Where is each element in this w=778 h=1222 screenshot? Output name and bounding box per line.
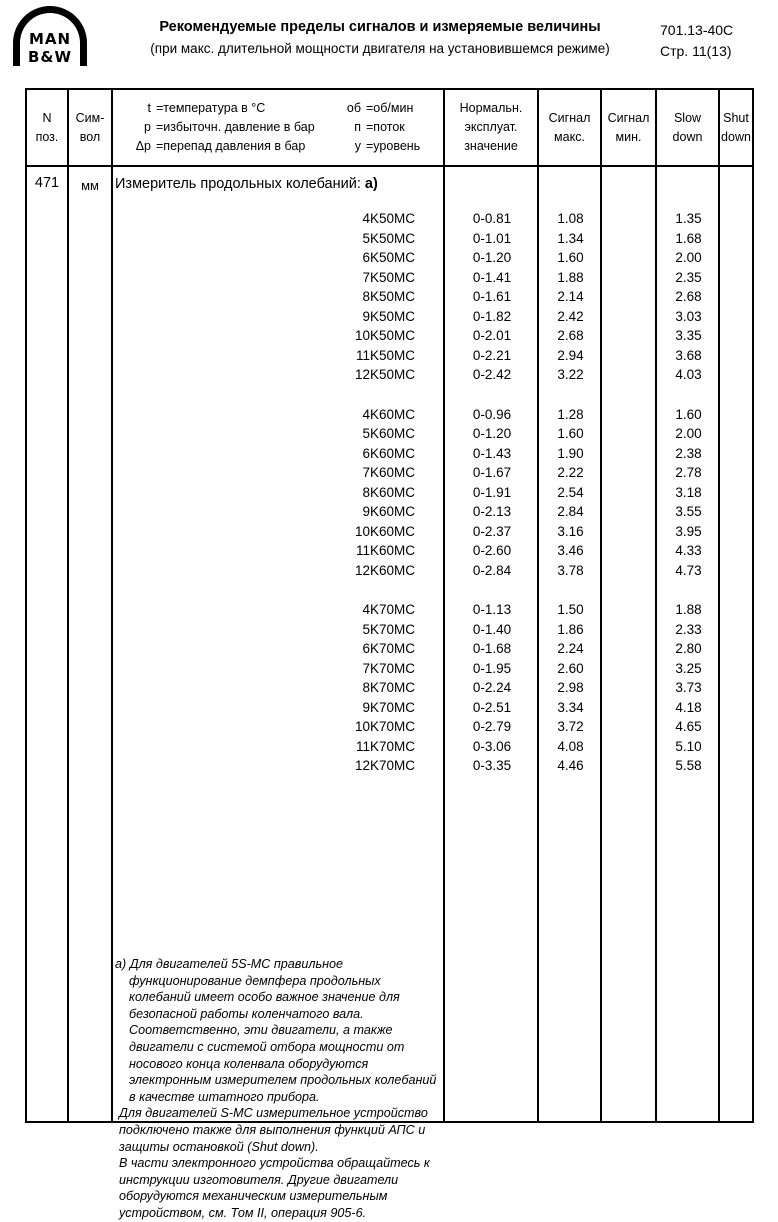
table-row — [27, 698, 752, 718]
cell-normal-value: 0-1.40 — [472, 621, 512, 637]
cell-signal-max: 1.34 — [557, 230, 584, 246]
table-row — [27, 365, 752, 385]
cell-signal-max: 4.46 — [557, 758, 584, 773]
cell-slow-down: 3.25 — [675, 660, 702, 676]
legend-row — [125, 137, 441, 156]
cell-signal-max: 2.24 — [557, 641, 584, 656]
header-cell-normal-value — [445, 90, 537, 165]
table-row — [27, 326, 752, 346]
cell-slow-down: 1.68 — [675, 230, 702, 246]
header-cell-slow-down — [657, 90, 718, 165]
cell-engine-model: 10K50MC — [354, 328, 415, 343]
cell-signal-max: 3.72 — [557, 719, 584, 734]
cell-normal-value: 0-2.42 — [472, 367, 512, 382]
cell-engine-model: 7K60MC — [362, 465, 415, 480]
cell-signal-max: 3.46 — [557, 543, 584, 558]
cell-normal-value: 0-1.91 — [472, 484, 512, 500]
cell-engine-model: 8K60MC — [362, 484, 415, 500]
header-shut-down-line1: Shut — [723, 110, 749, 125]
cell-engine-model: 6K60MC — [362, 445, 415, 461]
cell-engine-model: 9K60MC — [362, 504, 415, 519]
header-symbol-line2: вол — [79, 129, 101, 144]
header-symbol-line1: Сим- — [75, 110, 105, 125]
cell-engine-model: 7K50MC — [362, 269, 415, 285]
cell-signal-max: 2.84 — [557, 504, 584, 519]
table-row — [27, 620, 752, 640]
cell-slow-down: 3.73 — [675, 680, 702, 695]
cell-slow-down: 2.00 — [675, 426, 702, 441]
footnote-paragraph-1: a) Для двигателей 5S-MC правильное функционирование демпфера продольных колебаний имеет особо важное значение для безопасной работы коленчатого вала. Соответственно, эти двигатели, а также двигатели с системой отбора мощности от носового конца коленвала оборудуются электронным измерителем продольных колебаний в качестве штатного прибора. — [115, 957, 437, 1104]
legend-symbol-delta-pressure: Δp — [135, 139, 151, 153]
table-row — [27, 463, 752, 483]
cell-engine-model: 12K50MC — [354, 367, 415, 382]
cell-slow-down: 2.68 — [675, 289, 702, 304]
cell-signal-max: 1.28 — [557, 406, 584, 422]
cell-normal-value: 0-1.41 — [472, 269, 512, 285]
header-slow-down-line2: down — [672, 129, 703, 144]
cell-signal-max: 2.14 — [557, 289, 584, 304]
footnote-paragraph-2: Для двигателей S-MC измерительное устройство подключено также для выполнения функций АПС и защиты остановкой (Shut down). — [119, 1106, 428, 1154]
cell-normal-value: 0-2.37 — [472, 523, 512, 539]
cell-engine-model: 9K70MC — [362, 699, 415, 715]
header-slow-down-line1: Slow — [673, 110, 702, 125]
cell-normal-value: 0-3.06 — [472, 738, 512, 754]
legend-row — [125, 99, 441, 118]
legend-definition-flow: =поток — [366, 120, 405, 134]
header-signal-min-line1: Сигнал — [607, 110, 650, 125]
header-signal-max-line1: Сигнал — [548, 110, 591, 125]
cell-signal-max: 1.50 — [557, 602, 584, 617]
cell-signal-max: 1.60 — [557, 250, 584, 265]
cell-signal-max: 1.60 — [557, 426, 584, 441]
logo-text-bw: B&W — [27, 48, 73, 66]
cell-engine-model: 6K50MC — [362, 250, 415, 265]
cell-engine-model: 10K60MC — [354, 523, 415, 539]
table-body — [27, 167, 752, 1220]
cell-slow-down: 3.35 — [675, 328, 702, 343]
cell-signal-max: 1.88 — [557, 269, 584, 285]
cell-normal-value: 0-1.82 — [472, 308, 512, 324]
header-cell-legend — [125, 90, 441, 165]
cell-signal-max: 2.60 — [557, 660, 584, 676]
man-bw-logo — [11, 6, 89, 68]
cell-engine-model: 4K50MC — [362, 211, 415, 226]
cell-normal-value: 0-2.21 — [472, 347, 512, 363]
cell-slow-down: 2.35 — [675, 269, 702, 285]
table-row — [27, 756, 752, 776]
table-row — [27, 346, 752, 366]
cell-slow-down: 4.65 — [675, 719, 702, 734]
table-row — [27, 737, 752, 757]
table-row — [27, 678, 752, 698]
table-row — [27, 444, 752, 464]
cell-slow-down: 4.18 — [675, 699, 702, 715]
cell-normal-value: 0-1.20 — [472, 426, 512, 441]
cell-normal-value: 0-1.13 — [472, 602, 512, 617]
cell-slow-down: 1.60 — [675, 406, 702, 422]
table-row — [27, 522, 752, 542]
cell-engine-model: 6K70MC — [362, 641, 415, 656]
cell-signal-max: 2.42 — [557, 308, 584, 324]
table-row — [27, 502, 752, 522]
table-row — [27, 541, 752, 561]
header-normal-line3: значение — [464, 139, 518, 153]
cell-normal-value: 0-2.84 — [472, 562, 512, 578]
cell-engine-model: 9K50MC — [362, 308, 415, 324]
header-cell-signal-max — [539, 90, 600, 165]
cell-slow-down: 5.10 — [675, 738, 702, 754]
footnote-paragraph-3: В части электронного устройства обращайтесь к инструкции изготовителя. Другие двигатели оборудуются механическим измерительным устройством, см. Том II, операция 905-6. — [119, 1156, 430, 1220]
cell-slow-down: 4.03 — [675, 367, 702, 382]
cell-signal-max: 1.08 — [557, 211, 584, 226]
cell-engine-model: 12K60MC — [354, 562, 415, 578]
cell-signal-max: 3.22 — [557, 367, 584, 382]
cell-engine-model: 5K50MC — [362, 230, 415, 246]
cell-engine-model: 8K50MC — [362, 289, 415, 304]
cell-engine-model: 5K70MC — [362, 621, 415, 637]
table-row — [27, 483, 752, 503]
cell-normal-value: 0-1.20 — [472, 250, 512, 265]
cell-normal-value: 0-2.51 — [472, 699, 512, 715]
legend-definition-temperature: =температура в °C — [156, 101, 266, 115]
header-cell-signal-min — [602, 90, 655, 165]
cell-slow-down: 5.58 — [675, 758, 702, 773]
cell-slow-down: 3.18 — [675, 484, 702, 500]
table-row — [27, 229, 752, 249]
cell-normal-value: 0-1.61 — [472, 289, 512, 304]
table-row — [27, 717, 752, 737]
cell-slow-down: 3.55 — [675, 504, 702, 519]
cell-normal-value: 0-2.60 — [472, 543, 512, 558]
legend-definition-pressure: =избыточн. давление в бар — [156, 120, 315, 134]
cell-signal-max: 2.98 — [557, 680, 584, 695]
table-row — [27, 600, 752, 620]
header-signal-max-line2: макс. — [554, 129, 585, 144]
cell-normal-value: 0-0.81 — [472, 211, 512, 226]
legend-symbol-temperature: t — [147, 101, 151, 115]
cell-slow-down: 1.88 — [675, 602, 702, 617]
entry-position-number: 471 — [34, 175, 60, 191]
table-row — [27, 639, 752, 659]
legend-symbol-rpm: об — [346, 101, 361, 115]
header-normal-line2: эксплуат. — [464, 120, 518, 134]
cell-normal-value: 0-2.13 — [472, 504, 512, 519]
document-reference-block — [660, 20, 775, 62]
cell-signal-max: 1.86 — [557, 621, 584, 637]
legend-definition-delta-pressure: =перепад давления в бар — [156, 139, 306, 153]
document-code: 701.13-40C — [660, 22, 734, 38]
table-row — [27, 209, 752, 229]
entry-title-footnote-marker: a) — [364, 176, 378, 192]
table-row — [27, 248, 752, 268]
cell-normal-value: 0-2.01 — [472, 328, 512, 343]
legend-definition-level: =уровень — [366, 139, 421, 153]
cell-engine-model: 5K60MC — [362, 426, 415, 441]
cell-slow-down: 2.78 — [675, 465, 702, 480]
page-reference: Стр. 11(13) — [660, 43, 732, 59]
cell-slow-down: 4.33 — [675, 543, 702, 558]
header-cell-position — [27, 90, 67, 165]
cell-engine-model: 10K70MC — [354, 719, 415, 734]
cell-signal-max: 2.54 — [557, 484, 584, 500]
header-signal-min-line2: мин. — [615, 129, 642, 144]
legend-row — [125, 118, 441, 137]
cell-slow-down: 3.03 — [675, 308, 702, 324]
header-normal-line1: Нормальн. — [459, 101, 523, 115]
cell-slow-down: 2.38 — [675, 445, 702, 461]
cell-normal-value: 0-1.67 — [472, 465, 512, 480]
cell-signal-max: 4.08 — [557, 738, 584, 754]
header-cell-symbol — [69, 90, 111, 165]
page-title-block — [100, 18, 660, 58]
cell-slow-down: 2.33 — [675, 621, 702, 637]
cell-slow-down: 4.73 — [675, 562, 702, 578]
table-row — [27, 405, 752, 425]
cell-engine-model: 7K70MC — [362, 660, 415, 676]
cell-engine-model: 8K70MC — [362, 680, 415, 695]
entry-unit-symbol: мм — [81, 178, 99, 193]
cell-signal-max: 2.94 — [557, 347, 584, 363]
table-row — [27, 307, 752, 327]
table-row — [27, 287, 752, 307]
entry-title-text: Измеритель продольных колебаний: — [115, 176, 361, 192]
header-position-line2: поз. — [35, 129, 59, 144]
entry-title — [115, 175, 378, 194]
cell-engine-model: 11K70MC — [355, 738, 415, 754]
cell-slow-down: 3.95 — [675, 523, 702, 539]
cell-signal-max: 2.68 — [557, 328, 584, 343]
page-title: Рекомендуемые пределы сигналов и измеряемые величины — [159, 19, 601, 35]
signal-limits-table — [25, 88, 754, 1220]
cell-engine-model: 4K60MC — [362, 406, 415, 422]
cell-engine-model: 12K70MC — [354, 758, 415, 773]
cell-normal-value: 0-3.35 — [472, 758, 512, 773]
table-row — [27, 424, 752, 444]
cell-signal-max: 2.22 — [557, 465, 584, 480]
table-row — [27, 659, 752, 679]
header-cell-shut-down — [720, 90, 752, 165]
page-subtitle: (при макс. длительной мощности двигателя на установившемся режиме) — [150, 41, 610, 56]
cell-normal-value: 0-2.79 — [472, 719, 512, 734]
cell-normal-value: 0-2.24 — [472, 680, 512, 695]
cell-normal-value: 0-1.43 — [472, 445, 512, 461]
header-position-line1: N — [42, 110, 52, 125]
cell-normal-value: 0-1.95 — [472, 660, 512, 676]
table-row — [27, 561, 752, 581]
document-header — [0, 0, 778, 76]
cell-normal-value: 0-1.01 — [472, 230, 512, 246]
legend-symbol-flow: п — [354, 120, 361, 134]
legend-symbol-pressure: p — [144, 120, 151, 134]
cell-slow-down: 3.68 — [675, 347, 702, 363]
logo-text-man: MAN — [28, 30, 72, 48]
cell-engine-model: 11K50MC — [355, 347, 415, 363]
cell-signal-max: 3.78 — [557, 562, 584, 578]
cell-slow-down: 2.00 — [675, 250, 702, 265]
legend-symbol-level: у — [354, 139, 361, 153]
cell-signal-max: 1.90 — [557, 445, 584, 461]
cell-engine-model: 11K60MC — [355, 543, 415, 558]
cell-slow-down: 2.80 — [675, 641, 702, 656]
table-row — [27, 268, 752, 288]
cell-signal-max: 3.34 — [557, 699, 584, 715]
header-shut-down-line2: down — [721, 129, 751, 144]
cell-normal-value: 0-0.96 — [472, 406, 512, 422]
cell-engine-model: 4K70MC — [362, 602, 415, 617]
cell-slow-down: 1.35 — [675, 211, 702, 226]
legend-definition-rpm: =об/мин — [366, 101, 414, 115]
cell-signal-max: 3.16 — [557, 523, 584, 539]
cell-normal-value: 0-1.68 — [472, 641, 512, 656]
footnote-block — [115, 956, 445, 1222]
